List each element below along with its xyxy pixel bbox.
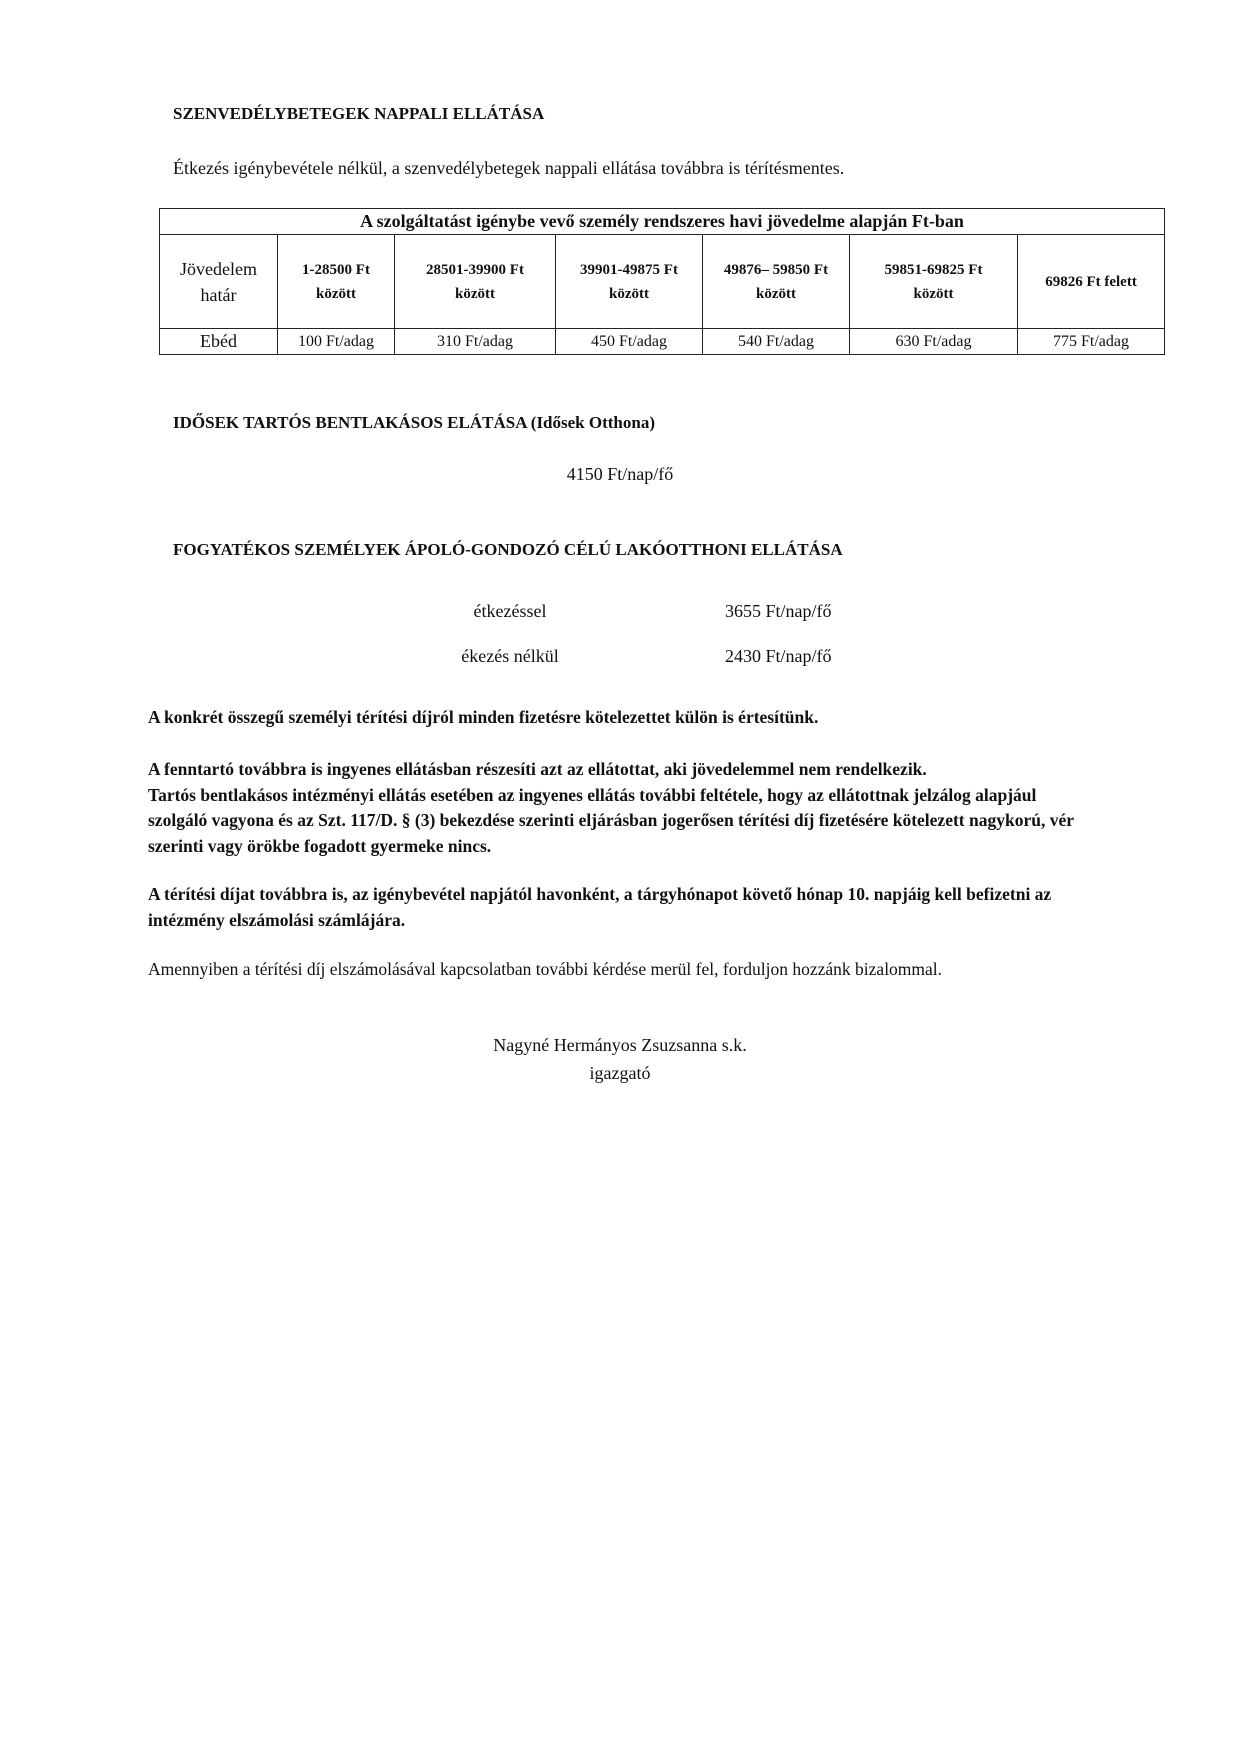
section-heading-elderly-care: IDŐSEK TARTÓS BENTLAKÁSOS ELÁTÁSA (Idősek Otthona) <box>173 413 655 432</box>
signatory-title: igazgató <box>589 1063 651 1083</box>
section-intro-text: Étkezés igénybevétele nélkül, a szenvedélybetegek nappali ellátása továbbra is térítésmentes. <box>173 158 845 178</box>
bracket-range: 1-28500 Ft <box>302 261 370 278</box>
bracket-range: 28501-39900 Ft <box>426 261 524 278</box>
income-bracket-header <box>395 235 556 329</box>
bracket-range: 59851-69825 Ft <box>884 261 983 278</box>
free-care-paragraph <box>148 757 1098 859</box>
income-bracket-header <box>556 235 703 329</box>
table-row-meal <box>160 329 1165 355</box>
meal-price-cell: 540 Ft/adag <box>703 329 850 355</box>
bracket-qualifier: között <box>913 285 954 302</box>
paragraph-line: Tartós bentlakásos intézményi ellátás esetében az ingyenes ellátás további feltétele, hogy az ellátottnak jelzálog alapjául szolgáló vagyona és az Szt. 117/D. § (3) bekezdése szerinti eljárásban jogerősen térítési díj fizetésére kötelezett nagykorú, vér szerinti vagy örökbe fogadott gyermeke nincs. <box>148 784 1074 856</box>
payment-paragraph: A térítési díjat továbbra is, az igénybevétel napjától havonként, a tárgyhónapot követő hónap 10. napjáig kell befizetni az intézmény elszámolási számlájára. <box>148 884 1052 930</box>
option-label-without-meals: ékezés nélkül <box>461 646 559 666</box>
table-caption-row <box>160 209 1165 235</box>
row-header-line: Jövedelem <box>180 258 257 279</box>
income-bracket-header <box>850 235 1018 329</box>
bracket-qualifier: között <box>756 285 796 302</box>
row-header-line: határ <box>200 284 237 305</box>
meal-price-cell: 450 Ft/adag <box>556 329 703 355</box>
section-heading-addiction-day-care: SZENVEDÉLYBETEGEK NAPPALI ELLÁTÁSA <box>173 104 545 123</box>
meal-price-cell: 310 Ft/adag <box>395 329 556 355</box>
table-caption: A szolgáltatást igénybe vevő személy rendszeres havi jövedelme alapján Ft-ban <box>160 209 1165 235</box>
bracket-range: 39901-49875 Ft <box>580 261 678 278</box>
meal-price-cell: 630 Ft/adag <box>850 329 1018 355</box>
option-value-with-meals: 3655 Ft/nap/fő <box>725 601 832 621</box>
paragraph-line: A fenntartó továbbra is ingyenes ellátásban részesíti azt az ellátottat, aki jövedelemmel nem rendelkezik. <box>148 759 927 779</box>
contact-paragraph: Amennyiben a térítési díj elszámolásával kapcsolatban további kérdése merül fel, forduljon hozzánk bizalommal. <box>148 959 943 979</box>
income-fee-table <box>159 208 1165 355</box>
bracket-qualifier: között <box>609 285 649 302</box>
bracket-qualifier: között <box>316 285 356 302</box>
row-header-income-limit <box>160 235 278 329</box>
option-value-without-meals: 2430 Ft/nap/fő <box>725 646 832 666</box>
notice-paragraph: A konkrét összegű személyi térítési díjról minden fizetésre kötelezettet külön is értesítünk. <box>148 707 819 727</box>
option-label-with-meals: étkezéssel <box>473 601 547 621</box>
meal-price-cell: 775 Ft/adag <box>1018 329 1165 355</box>
income-bracket-header <box>278 235 395 329</box>
section-heading-disabled-care: FOGYATÉKOS SZEMÉLYEK ÁPOLÓ-GONDOZÓ CÉLÚ LAKÓOTTHONI ELLÁTÁSA <box>173 540 843 559</box>
income-bracket-header <box>703 235 850 329</box>
table-header-row <box>160 235 1165 329</box>
bracket-qualifier: között <box>455 285 495 302</box>
meal-price-cell: 100 Ft/adag <box>278 329 395 355</box>
signatory-name: Nagyné Hermányos Zsuzsanna s.k. <box>493 1035 747 1055</box>
bracket-range: 69826 Ft felett <box>1045 273 1137 290</box>
bracket-range: 49876– 59850 Ft <box>723 261 829 278</box>
income-bracket-header <box>1018 235 1165 329</box>
row-label-meal: Ebéd <box>160 329 278 355</box>
elderly-care-rate: 4150 Ft/nap/fő <box>566 464 674 484</box>
